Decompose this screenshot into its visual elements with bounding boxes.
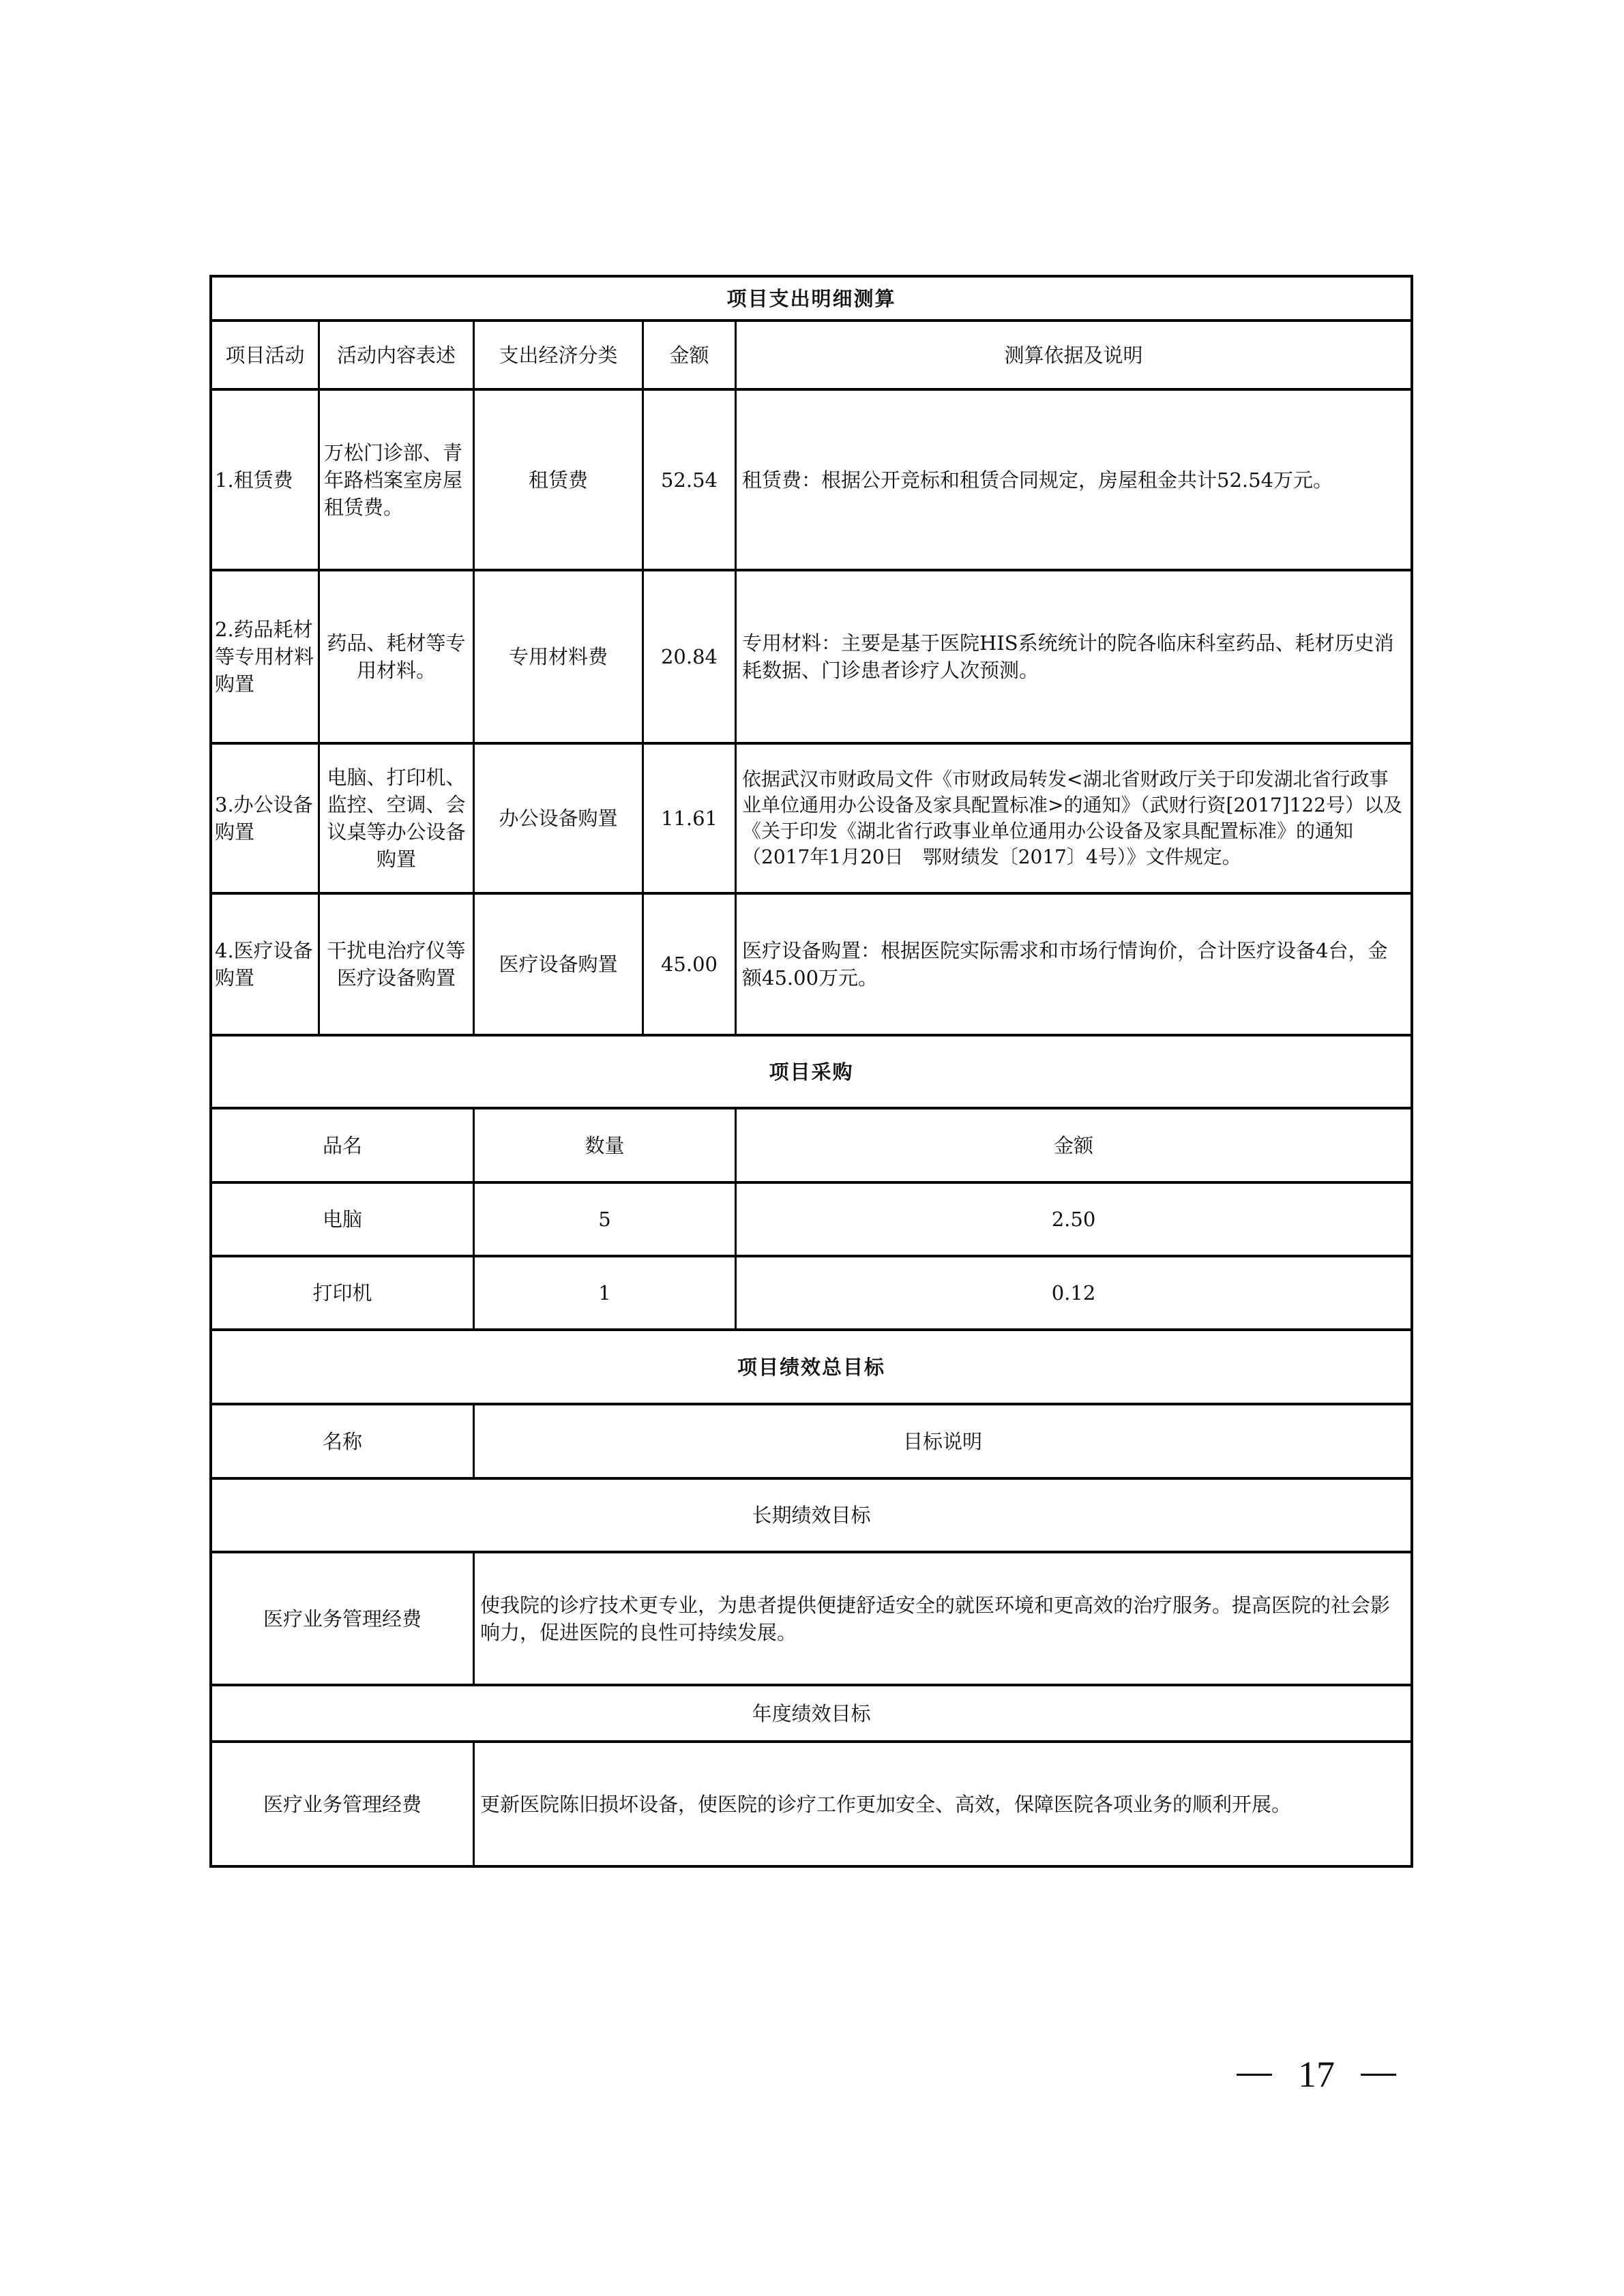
long-term-goal-label (212, 1480, 1411, 1551)
expense-row-4-amount (644, 895, 735, 1034)
header-basis-text: 测算依据及说明 (1004, 343, 1143, 367)
procurement-header-quantity-text: 数量 (585, 1133, 625, 1157)
amount-text: 45.00 (660, 953, 718, 976)
expense-row-4-activity (212, 895, 318, 1034)
performance-header-description-text: 目标说明 (902, 1429, 982, 1453)
expense-row-3-amount (644, 745, 735, 892)
performance-section-title (212, 1331, 1411, 1403)
expense-row-3-activity (212, 745, 318, 892)
goal-description-text: 更新医院陈旧损坏设备，使医院的诊疗工作更加安全、高效，保障医院各项业务的顺利开展。 (480, 1792, 1292, 1816)
performance-header-description (475, 1405, 1411, 1477)
item-amount-text: 0.12 (1051, 1281, 1096, 1304)
divider (318, 320, 320, 1034)
procurement-header-amount (737, 1109, 1411, 1181)
long-term-goal-name (212, 1553, 473, 1684)
procurement-row-2-quantity (475, 1257, 735, 1328)
basis-text: 医疗设备购置：根据医院实际需求和市场行情询价，合计医疗设备4台，金额45.00万元。 (742, 939, 1388, 989)
activity-text: 2.药品耗材等专用材料购置 (215, 618, 314, 696)
item-quantity-text: 1 (598, 1281, 611, 1304)
expense-row-3-category (475, 745, 642, 892)
expense-row-2-activity (212, 571, 318, 742)
long-term-goal-description (475, 1553, 1411, 1684)
header-basis (737, 322, 1411, 388)
category-text: 办公设备购置 (499, 807, 618, 830)
expense-row-2-description (320, 571, 473, 742)
header-activity-text: 项目活动 (225, 343, 305, 367)
item-name-text: 打印机 (312, 1281, 372, 1304)
goal-name-text: 医疗业务管理经费 (263, 1607, 422, 1630)
expense-row-4-description (320, 895, 473, 1034)
expense-row-1-basis (737, 391, 1411, 569)
item-amount-text: 2.50 (1051, 1208, 1096, 1231)
expense-row-3-basis (737, 745, 1411, 892)
procurement-row-2-name (212, 1257, 473, 1328)
procurement-header-name (212, 1109, 473, 1181)
basis-text: 专用材料：主要是基于医院HIS系统统计的院各临床科室药品、耗材历史消耗数据、门诊患者诊疗人次预测。 (742, 631, 1394, 682)
description-text: 电脑、打印机、监控、空调、会议桌等办公设备购置 (327, 766, 466, 871)
divider (473, 1741, 475, 1865)
expense-row-4-category (475, 895, 642, 1034)
annual-goal-label-text: 年度绩效目标 (752, 1701, 871, 1725)
activity-text: 4.医疗设备购置 (215, 939, 313, 989)
expense-row-4-basis (737, 895, 1411, 1034)
page-number-text: 17 (1298, 2054, 1335, 2095)
performance-section-title-text: 项目绩效总目标 (737, 1355, 885, 1379)
header-category (475, 322, 642, 388)
budget-table (209, 275, 1413, 1868)
expense-row-1-amount (644, 391, 735, 569)
goal-description-text: 使我院的诊疗技术更专业，为患者提供便捷舒适安全的就医环境和更高效的治疗服务。提高医院的社会影响力，促进医院的良性可持续发展。 (480, 1593, 1391, 1644)
divider (735, 1107, 737, 1329)
header-category-text: 支出经济分类 (499, 343, 618, 367)
divider (473, 1403, 475, 1478)
basis-text: 依据武汉市财政局文件《市财政局转发<湖北省财政厅关于印发湖北省行政事业单位通用办公设备及家具配置标准>的通知》（武财行资[2017]122号）以及《关于印发《湖北省行政事业单位通用办公设备及家具配置标准》的通知（2017年1月20日 鄂财绩发〔2017〕4号）》文件规定。 (742, 768, 1403, 868)
item-name-text: 电脑 (322, 1208, 362, 1231)
description-text: 干扰电治疗仪等医疗设备购置 (327, 939, 466, 989)
category-text: 专用材料费 (508, 645, 608, 668)
divider (642, 320, 644, 1034)
long-term-goal-label-text: 长期绩效目标 (752, 1504, 871, 1527)
header-description-text: 活动内容表述 (336, 343, 456, 367)
procurement-header-amount-text: 金额 (1053, 1133, 1093, 1157)
amount-text: 11.61 (660, 807, 718, 830)
expense-row-2-category (475, 571, 642, 742)
description-text: 药品、耗材等专用材料。 (327, 631, 466, 682)
divider (473, 1107, 475, 1329)
annual-goal-description (475, 1743, 1411, 1865)
divider (473, 320, 475, 1034)
basis-text: 租赁费：根据公开竞标和租赁合同规定，房屋租金共计52.54万元。 (742, 468, 1333, 492)
procurement-section-title (212, 1037, 1411, 1107)
procurement-header-name-text: 品名 (322, 1133, 362, 1157)
goal-name-text: 医疗业务管理经费 (263, 1792, 422, 1816)
amount-text: 20.84 (660, 645, 718, 668)
expense-row-1-activity (212, 391, 318, 569)
expense-section-title (212, 278, 1411, 319)
performance-header-name-text: 名称 (322, 1429, 362, 1453)
performance-header-name (212, 1405, 473, 1477)
expense-row-3-description (320, 745, 473, 892)
activity-text: 1.租赁费 (215, 468, 293, 492)
procurement-row-1-name (212, 1184, 473, 1255)
annual-goal-name (212, 1743, 473, 1865)
item-quantity-text: 5 (598, 1208, 611, 1231)
expense-section-title-text: 项目支出明细测算 (726, 286, 896, 310)
header-description (320, 322, 473, 388)
dash-left (1237, 2074, 1272, 2076)
header-amount-text: 金额 (669, 343, 709, 367)
divider (735, 320, 737, 1034)
header-activity (212, 322, 318, 388)
expense-row-2-basis (737, 571, 1411, 742)
header-amount (644, 322, 735, 388)
description-text: 万松门诊部、青年路档案室房屋租赁费。 (324, 441, 463, 519)
procurement-row-1-amount (737, 1184, 1411, 1255)
procurement-section-title-text: 项目采购 (769, 1060, 854, 1084)
expense-row-1-description (320, 391, 473, 569)
amount-text: 52.54 (660, 468, 718, 492)
expense-row-2-amount (644, 571, 735, 742)
procurement-row-2-amount (737, 1257, 1411, 1328)
dash-right (1361, 2074, 1396, 2076)
expense-row-1-category (475, 391, 642, 569)
divider (473, 1551, 475, 1684)
annual-goal-label (212, 1686, 1411, 1740)
category-text: 医疗设备购置 (499, 953, 618, 976)
page-number (1228, 2053, 1405, 2096)
category-text: 租赁费 (528, 468, 588, 492)
activity-text: 3.办公设备购置 (215, 793, 313, 844)
procurement-header-quantity (475, 1109, 735, 1181)
procurement-row-1-quantity (475, 1184, 735, 1255)
